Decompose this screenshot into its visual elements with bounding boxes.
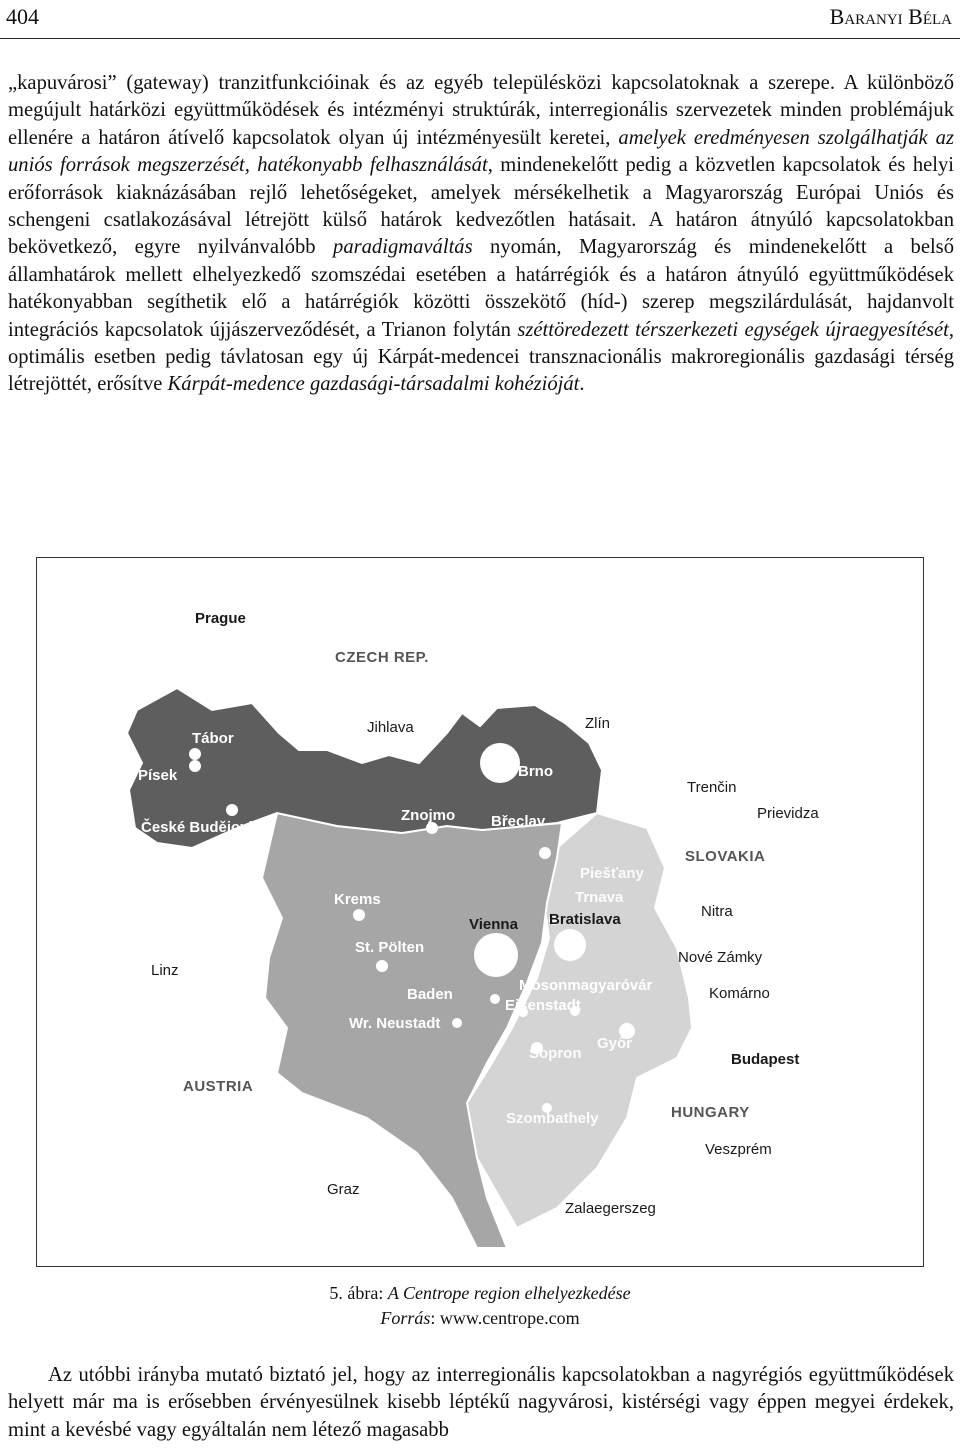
caption-title: A Centrope region elhelyezkedése [387, 1283, 631, 1303]
para1-text-3: nyomán, Magyarország és mindenekelőtt a belső államhatárok mellett elhelyezkedő szomszédai esetében a határrégiók és a határon átnyúló együttműködések hatékonyabban segíthetik elő a határrégiók közötti összekötő (híd-) szerep megszilárdulását, hajdanvolt integrációs kapcsolatok újjászerveződését, a Trianon folytán [8, 236, 954, 341]
label-breclav: Břeclav [491, 813, 546, 830]
label-trnava: Trnava [575, 889, 624, 906]
para1-italic-2: paradigmaváltás [333, 236, 473, 259]
city-dot-pisek [189, 760, 201, 772]
map-svg [37, 558, 923, 1266]
para1-text-5: . [579, 373, 585, 396]
label-krems: Krems [334, 891, 381, 908]
label-stpolten: St. Pölten [355, 939, 425, 956]
source-label: Forrás [380, 1308, 431, 1328]
label-budapest: Budapest [731, 1051, 800, 1068]
label-vienna: Vienna [469, 916, 518, 933]
para1-italic-3: széttöredezett térszerkezeti egységek újraegyesítését [517, 318, 949, 341]
city-dot-krems [353, 909, 365, 921]
city-dot-breclav [539, 847, 551, 859]
city-dot-tabor [189, 748, 201, 760]
label-zlin: Zlín [585, 715, 611, 732]
page-header [0, 0, 960, 39]
label-eisenstadt: Eisenstadt [505, 997, 581, 1014]
label-pisek: Písek [138, 767, 178, 784]
label-austria: AUSTRIA [183, 1078, 254, 1095]
label-prievidza: Prievidza [757, 805, 819, 822]
city-dot-cb [226, 804, 238, 816]
label-szombathely: Szombathely [506, 1110, 599, 1127]
city-dot-vienna [474, 933, 518, 977]
para1-text-1: „kapuvárosi” (gateway) tranzitfunkcióinak és az egyéb településközi kapcsolatoknak a szerepe. A különböző megújult határközi együttműködések és intézményi struktúrák, interregionális szervezetek minden problémájuk ellenére a határon átívelő kapcsolatok olyan új intézményesült keretei, [8, 72, 954, 149]
label-veszprem: Veszprém [705, 1141, 772, 1158]
label-trencin: Trenčin [687, 779, 737, 796]
label-bratislava: Bratislava [549, 911, 621, 928]
label-brno: Brno [518, 763, 553, 780]
centrope-map [36, 557, 924, 1267]
label-znojmo: Znojmo [401, 807, 456, 824]
city-dot-wrneustadt [452, 1018, 462, 1028]
city-dot-stpolten [376, 960, 388, 972]
label-gyor: Győr [597, 1035, 633, 1052]
para1-text-4: , optimális esetben pedig távlatosan egy új Kárpát-medencei transznacionális makroregionális gazdasági térség létrejöttét, erősítve [8, 318, 954, 396]
figure-caption [0, 1283, 960, 1304]
label-slovakia: SLOVAKIA [685, 848, 766, 865]
label-jihlava: Jihlava [367, 719, 414, 736]
label-novezamky: Nové Zámky [678, 949, 763, 966]
para2-text: Az utóbbi irányba mutató biztató jel, hogy az interregionális kapcsolatokban a nagyrégiós együttműködések helyett már ma is erősebben érvényesülnek kisebb léptékű nagyvárosi, kistérségi vagy éppen megyei érdekek, mint a kevésbé vagy egyáltalán nem létező magasabb [8, 1364, 954, 1441]
running-head: Baranyi Béla [829, 4, 952, 29]
label-mosonmagyarovar: Mosonmagyaróvár [519, 977, 653, 994]
source-url: : www.centrope.com [430, 1308, 580, 1328]
label-tabor: Tábor [192, 730, 234, 747]
label-cb: České Budějovice [141, 819, 270, 836]
label-piestany: Piešťany [580, 865, 644, 882]
page-number: 404 [6, 4, 39, 29]
label-wrneustadt: Wr. Neustadt [349, 1015, 441, 1032]
label-baden: Baden [407, 986, 453, 1003]
label-zalaegerszeg: Zalaegerszeg [565, 1200, 656, 1217]
label-graz: Graz [327, 1181, 360, 1198]
para1-text-2: , mindenekelőtt pedig a közvetlen kapcsolatok és helyi erőforrások kiaknázásában rejlő lehetőségeket, amelyek mérsékelhetik a Magyarország Európai Uniós és schengeni csatlakozásával létrejött külső határok kedvezőtlen hatásait. A határon átnyúló kapcsolatokban bekövetkező, egyre nyilvánvalóbb [8, 154, 955, 259]
body-paragraph-1 [8, 70, 954, 399]
para1-italic-1: amelyek eredményesen szolgálhatják az uniós források megszerzését, hatékonyabb felhasználását [8, 126, 954, 177]
label-sopron: Sopron [529, 1045, 582, 1062]
figure-source [0, 1308, 960, 1329]
label-nitra: Nitra [701, 903, 733, 920]
label-hungary: HUNGARY [671, 1104, 750, 1121]
label-czech: CZECH REP. [335, 649, 429, 666]
caption-prefix: 5. ábra: [329, 1283, 388, 1303]
city-dot-bratislava [554, 929, 586, 961]
label-linz: Linz [151, 962, 179, 979]
city-dot-brno [480, 743, 520, 783]
label-prague: Prague [195, 610, 246, 627]
city-dot-baden [490, 994, 500, 1004]
para1-italic-4: Kárpát-medence gazdasági-társadalmi kohézióját [167, 373, 580, 396]
body-paragraph-2 [8, 1362, 954, 1444]
label-komarno: Komárno [709, 985, 770, 1002]
